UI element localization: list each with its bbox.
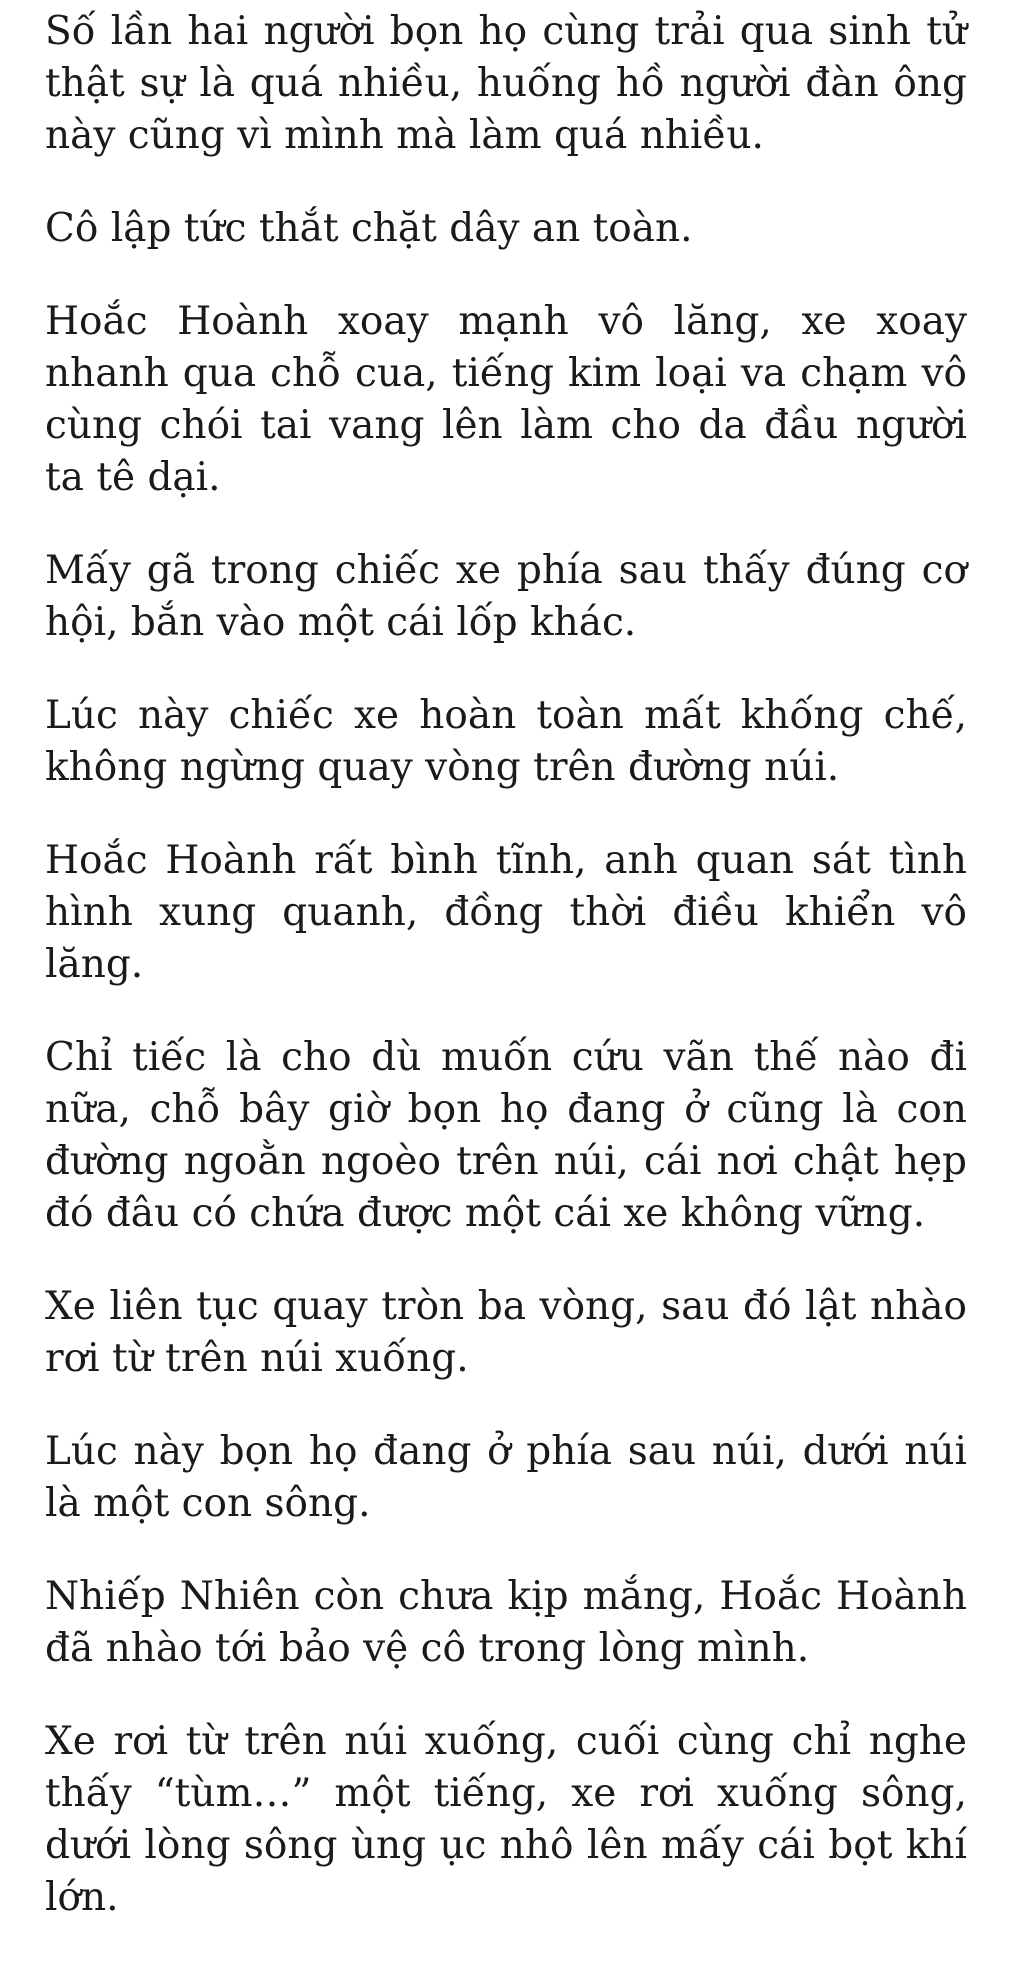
paragraph: Mấy gã trong chiếc xe phía sau thấy đúng cơ hội, bắn vào một cái lốp khác. — [45, 548, 967, 645]
paragraph: Hoắc Hoành xoay mạnh vô lăng, xe xoay nhanh qua chỗ cua, tiếng kim loại va chạm vô cùng chói tai vang lên làm cho da đầu người ta tê dại. — [45, 299, 967, 500]
paragraph: Lúc này bọn họ đang ở phía sau núi, dưới núi là một con sông. — [45, 1429, 967, 1526]
paragraph: Hoắc Hoành rất bình tĩnh, anh quan sát tình hình xung quanh, đồng thời điều khiển vô lăng. — [45, 838, 967, 987]
reading-page — [45, 6, 967, 1965]
paragraph: Số lần hai người bọn họ cùng trải qua sinh tử thật sự là quá nhiều, huống hồ người đàn ông này cũng vì mình mà làm quá nhiều. — [45, 9, 967, 158]
paragraph: Xe rơi từ trên núi xuống, cuối cùng chỉ nghe thấy “tùm…” một tiếng, xe rơi xuống sông, dưới lòng sông ùng ục nhô lên mấy cái bọt khí lớn. — [45, 1719, 967, 1920]
paragraph: Xe liên tục quay tròn ba vòng, sau đó lật nhào rơi từ trên núi xuống. — [45, 1284, 967, 1381]
paragraph: Nhiếp Nhiên còn chưa kịp mắng, Hoắc Hoành đã nhào tới bảo vệ cô trong lòng mình. — [45, 1574, 967, 1671]
paragraph: Lúc này chiếc xe hoàn toàn mất khống chế, không ngừng quay vòng trên đường núi. — [45, 693, 967, 790]
paragraph: Cô lập tức thắt chặt dây an toàn. — [45, 206, 693, 251]
paragraph: Chỉ tiếc là cho dù muốn cứu vãn thế nào đi nữa, chỗ bây giờ bọn họ đang ở cũng là con đường ngoằn ngoèo trên núi, cái nơi chật hẹp đó đâu có chứa được một cái xe không vững. — [45, 1035, 967, 1236]
